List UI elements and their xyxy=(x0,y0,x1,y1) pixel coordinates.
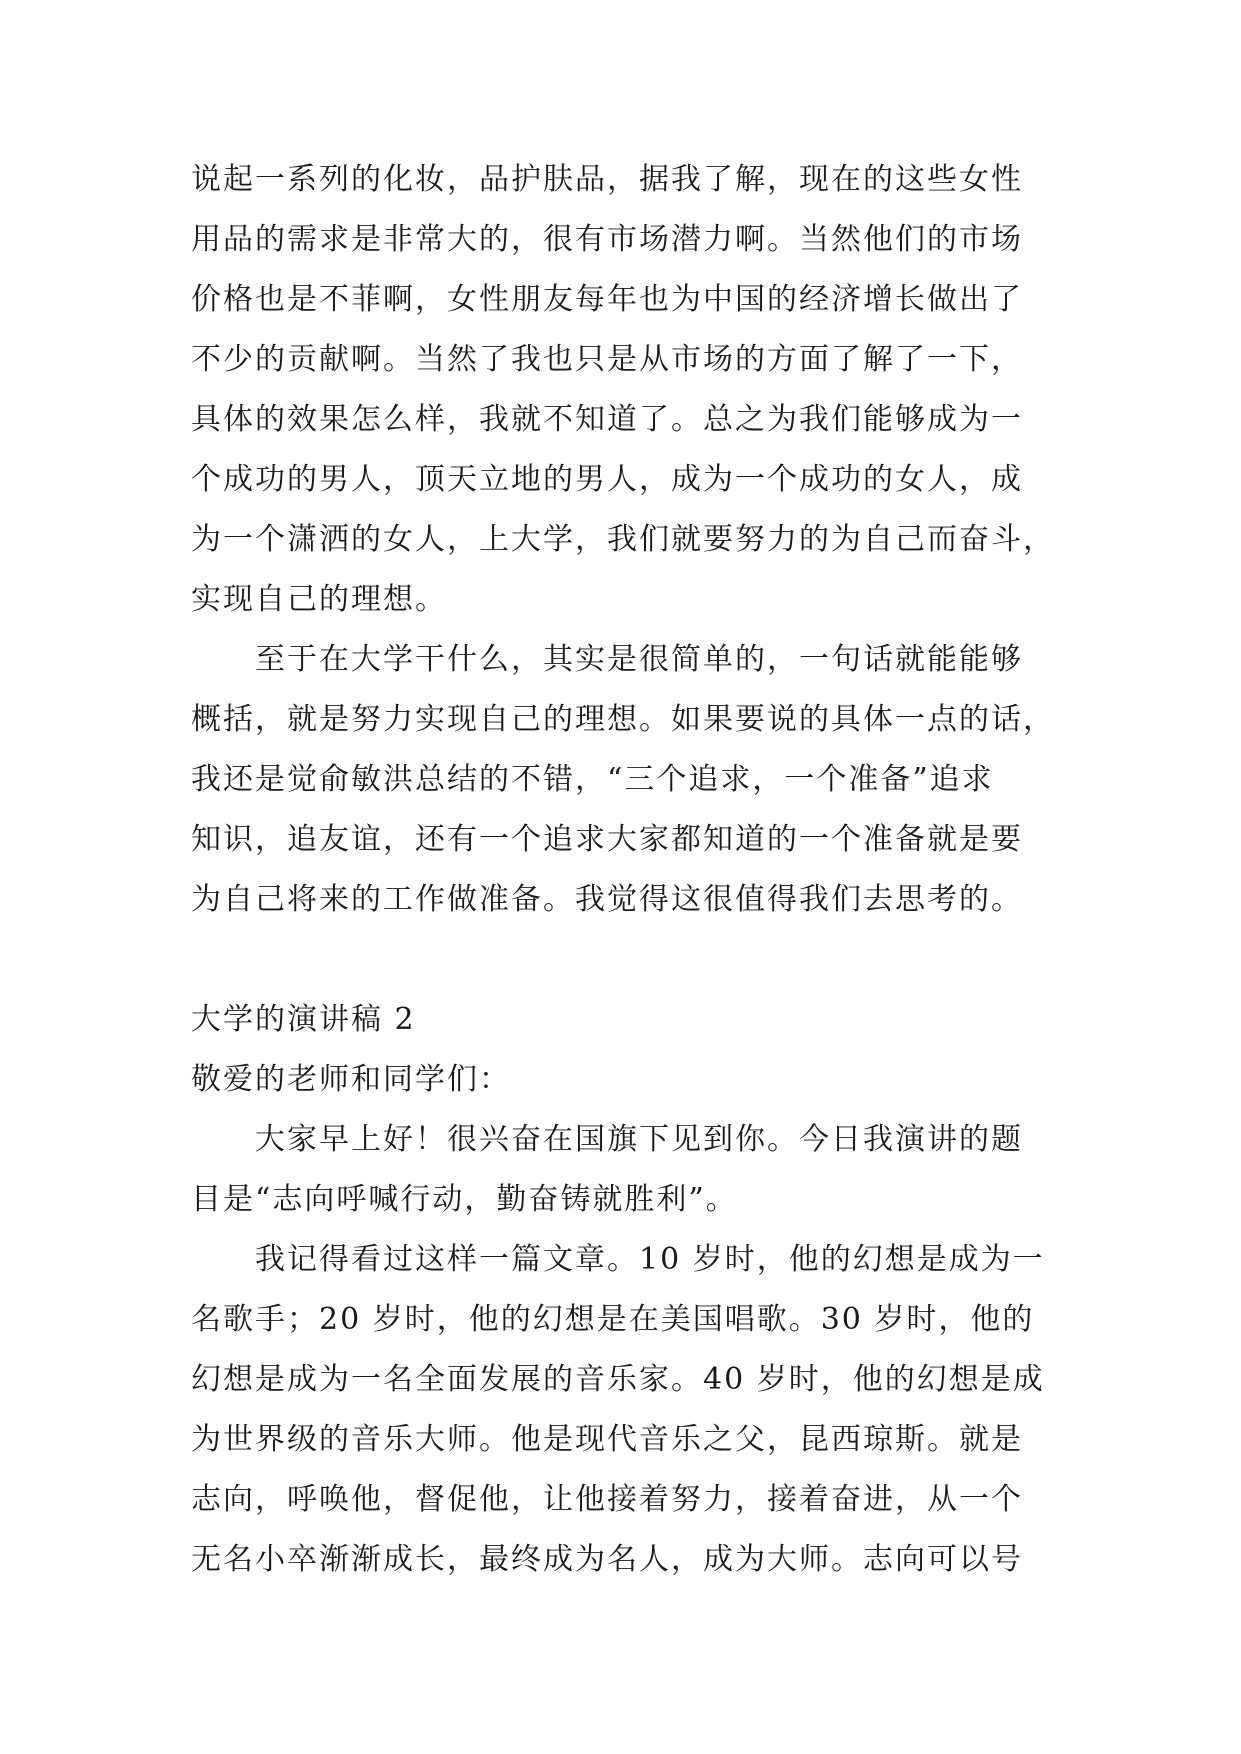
text-line: 我记得看过这样一篇文章。10 岁时，他的幻想是成为一 xyxy=(255,1242,1045,1277)
document-body xyxy=(191,150,1055,1590)
greeting: 敬爱的老师和同学们： xyxy=(191,1062,511,1097)
text-line: 大家早上好！很兴奋在国旗下见到你。今日我演讲的题 xyxy=(255,1122,1023,1157)
section-title: 大学的演讲稿 2 xyxy=(191,1002,416,1037)
text-line: 志向，呼唤他，督促他，让他接着努力，接着奋进，从一个 xyxy=(191,1482,1023,1517)
text-line: 知识，追友谊，还有一个追求大家都知道的一个准备就是要 xyxy=(191,822,1023,857)
text-line: 至于在大学干什么，其实是很简单的，一句话就能能够 xyxy=(255,642,1023,677)
text-line: 价格也是不菲啊，女性朋友每年也为中国的经济增长做出了 xyxy=(191,282,1023,317)
text-line: 幻想是成为一名全面发展的音乐家。40 岁时，他的幻想是成 xyxy=(191,1362,1045,1397)
text-line: 为自己将来的工作做准备。我觉得这很值得我们去思考的。 xyxy=(191,882,1023,917)
paragraph-2 xyxy=(191,630,1055,930)
text-line: 不少的贡献啊。当然了我也只是从市场的方面了解了一下， xyxy=(191,342,1023,377)
text-line: 名歌手；20 岁时，他的幻想是在美国唱歌。30 岁时，他的 xyxy=(191,1302,1035,1337)
text-line: 用品的需求是非常大的，很有市场潜力啊。当然他们的市场 xyxy=(191,222,1023,257)
section-spacer xyxy=(191,930,1051,990)
text-line: 实现自己的理想。 xyxy=(191,582,447,617)
paragraph-3 xyxy=(191,1110,1051,1230)
text-line: 我还是觉俞敏洪总结的不错，“三个追求，一个准备”追求 xyxy=(191,762,994,797)
paragraph-1 xyxy=(191,150,1055,630)
paragraph-4 xyxy=(191,1230,1051,1590)
text-line: 个成功的男人，顶天立地的男人，成为一个成功的女人，成 xyxy=(191,462,1023,497)
text-line: 为一个潇洒的女人，上大学，我们就要努力的为自己而奋斗， xyxy=(191,522,1055,557)
text-line: 为世界级的音乐大师。他是现代音乐之父，昆西琼斯。就是 xyxy=(191,1422,1023,1457)
text-line: 说起一系列的化妆，品护肤品，据我了解，现在的这些女性 xyxy=(191,162,1023,197)
text-line: 目是“志向呼喊行动，勤奋铸就胜利”。 xyxy=(191,1182,738,1217)
text-line: 概括，就是努力实现自己的理想。如果要说的具体一点的话， xyxy=(191,702,1055,737)
text-line: 无名小卒渐渐成长，最终成为名人，成为大师。志向可以号 xyxy=(191,1542,1023,1577)
text-line: 具体的效果怎么样，我就不知道了。总之为我们能够成为一 xyxy=(191,402,1023,437)
